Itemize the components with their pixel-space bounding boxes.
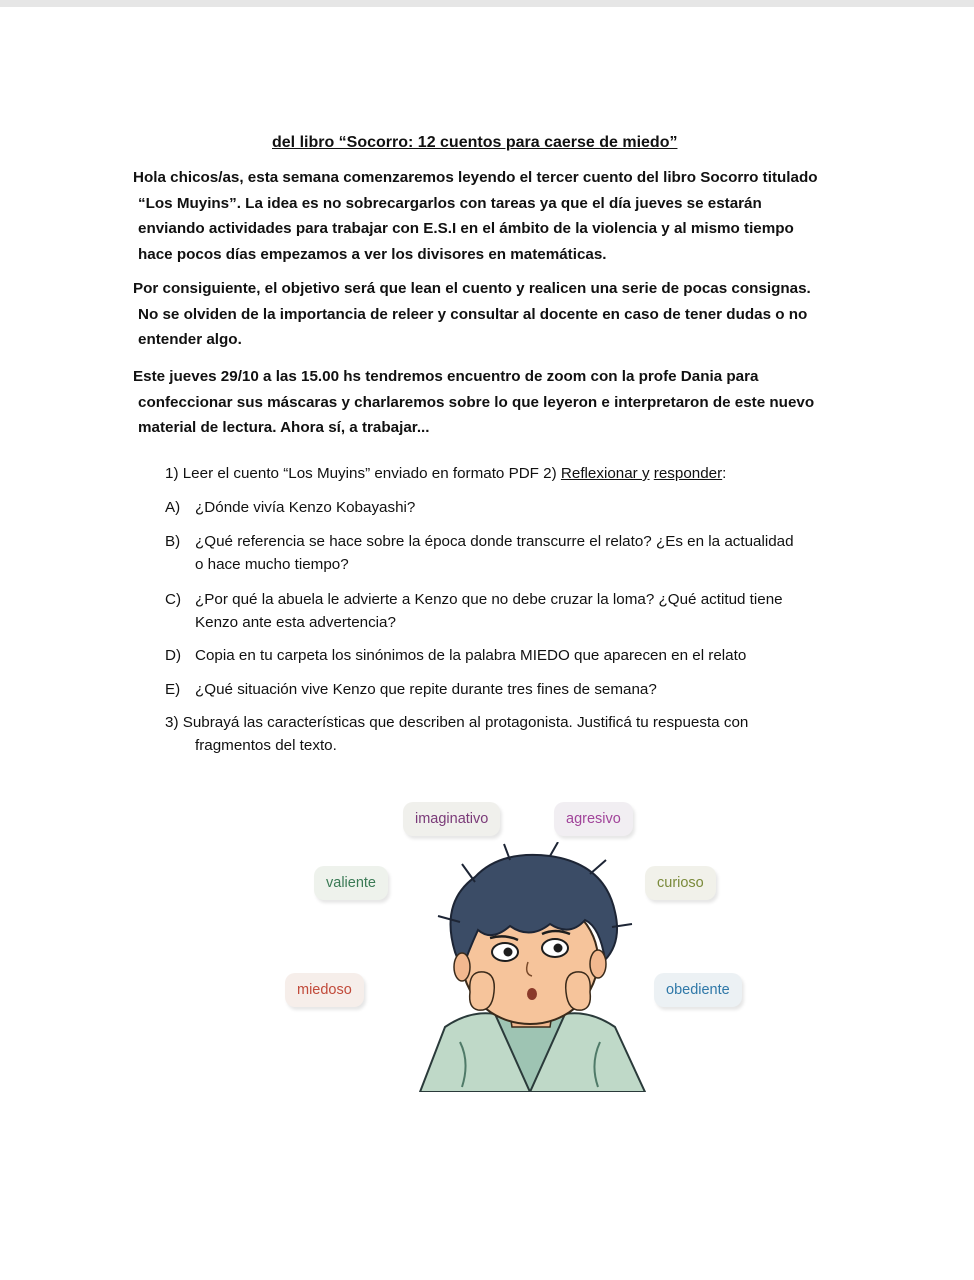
task-1 [165,462,726,485]
task-1-underlined-reflexionar: Reflexionar y [560,465,650,482]
kenzo-illustration [400,842,660,1092]
zoom-meeting-paragraph [133,364,814,441]
question-d-mark: D) [165,647,182,664]
intro-line: Hola chicos/as, esta semana comenzaremos leyendo el tercer cuento del libro Socorro titulado [133,169,818,186]
characteristic-agresivo[interactable]: agresivo [554,802,633,836]
question-a [165,496,415,519]
question-d-text: Copia en tu carpeta los sinónimos de la palabra MIEDO que aparecen en el relato [195,647,747,664]
question-c-text: ¿Por qué la abuela le advierte a Kenzo que no debe cruzar la loma? ¿Qué actitud tiene [195,591,783,608]
task-1-text: 1) Leer el cuento “Los Muyins” enviado en formato PDF 2) [165,465,561,482]
question-d [165,644,746,667]
question-e [165,678,657,701]
question-a-text: ¿Dónde vivía Kenzo Kobayashi? [195,499,416,516]
task-3 [165,711,748,757]
task-1-colon: : [722,465,727,482]
question-b-text: ¿Qué referencia se hace sobre la época donde transcurre el relato? ¿Es en la actualidad [195,533,794,550]
intro-line: “Los Muyins”. La idea es no sobrecargarlos con tareas ya que el día jueves se estarán [138,194,762,212]
characteristic-obediente[interactable]: obediente [654,973,742,1007]
question-c [165,588,783,634]
question-e-mark: E) [165,681,181,698]
question-b-mark: B) [165,533,181,550]
zoom-line: Este jueves 29/10 a las 15.00 hs tendremos encuentro de zoom con la profe Dania para [133,368,759,385]
zoom-line: material de lectura. Ahora sí, a trabajar... [138,419,430,436]
task-3-text-continued: fragmentos del texto. [195,737,337,754]
characteristic-miedoso[interactable]: miedoso [285,973,364,1007]
characteristic-curioso[interactable]: curioso [645,866,716,900]
zoom-line: confeccionar sus máscaras y charlaremos sobre lo que leyeron e interpretaron de este nuevo [138,393,815,411]
objective-line: Por consiguiente, el objetivo será que lean el cuento y realicen una serie de pocas consignas. [133,280,811,297]
question-c-mark: C) [165,591,182,608]
objective-paragraph [133,276,811,353]
question-b [165,530,794,576]
task-1-underlined-responder: responder [653,465,723,482]
question-b-text-continued: o hace mucho tiempo? [195,556,349,573]
task-3-text: 3) Subrayá las características que describen al protagonista. Justificá tu respuesta con [165,714,749,731]
objective-line: entender algo. [138,331,242,348]
question-e-text: ¿Qué situación vive Kenzo que repite durante tres fines de semana? [195,681,657,698]
question-a-mark: A) [165,499,181,516]
objective-line: No se olviden de la importancia de releer y consultar al docente en caso de tener dudas o no [138,305,808,323]
intro-line: hace pocos días empezamos a ver los divisores en matemáticas. [138,245,607,263]
intro-paragraph [133,165,818,267]
characteristic-valiente[interactable]: valiente [314,866,388,900]
intro-line: enviando actividades para trabajar con E.S.I en el ámbito de la violencia y al mismo tiempo [138,220,794,237]
document-title: del libro “Socorro: 12 cuentos para caerse de miedo” [272,134,678,151]
question-c-text-continued: Kenzo ante esta advertencia? [195,614,396,631]
characteristic-imaginativo[interactable]: imaginativo [403,802,500,836]
